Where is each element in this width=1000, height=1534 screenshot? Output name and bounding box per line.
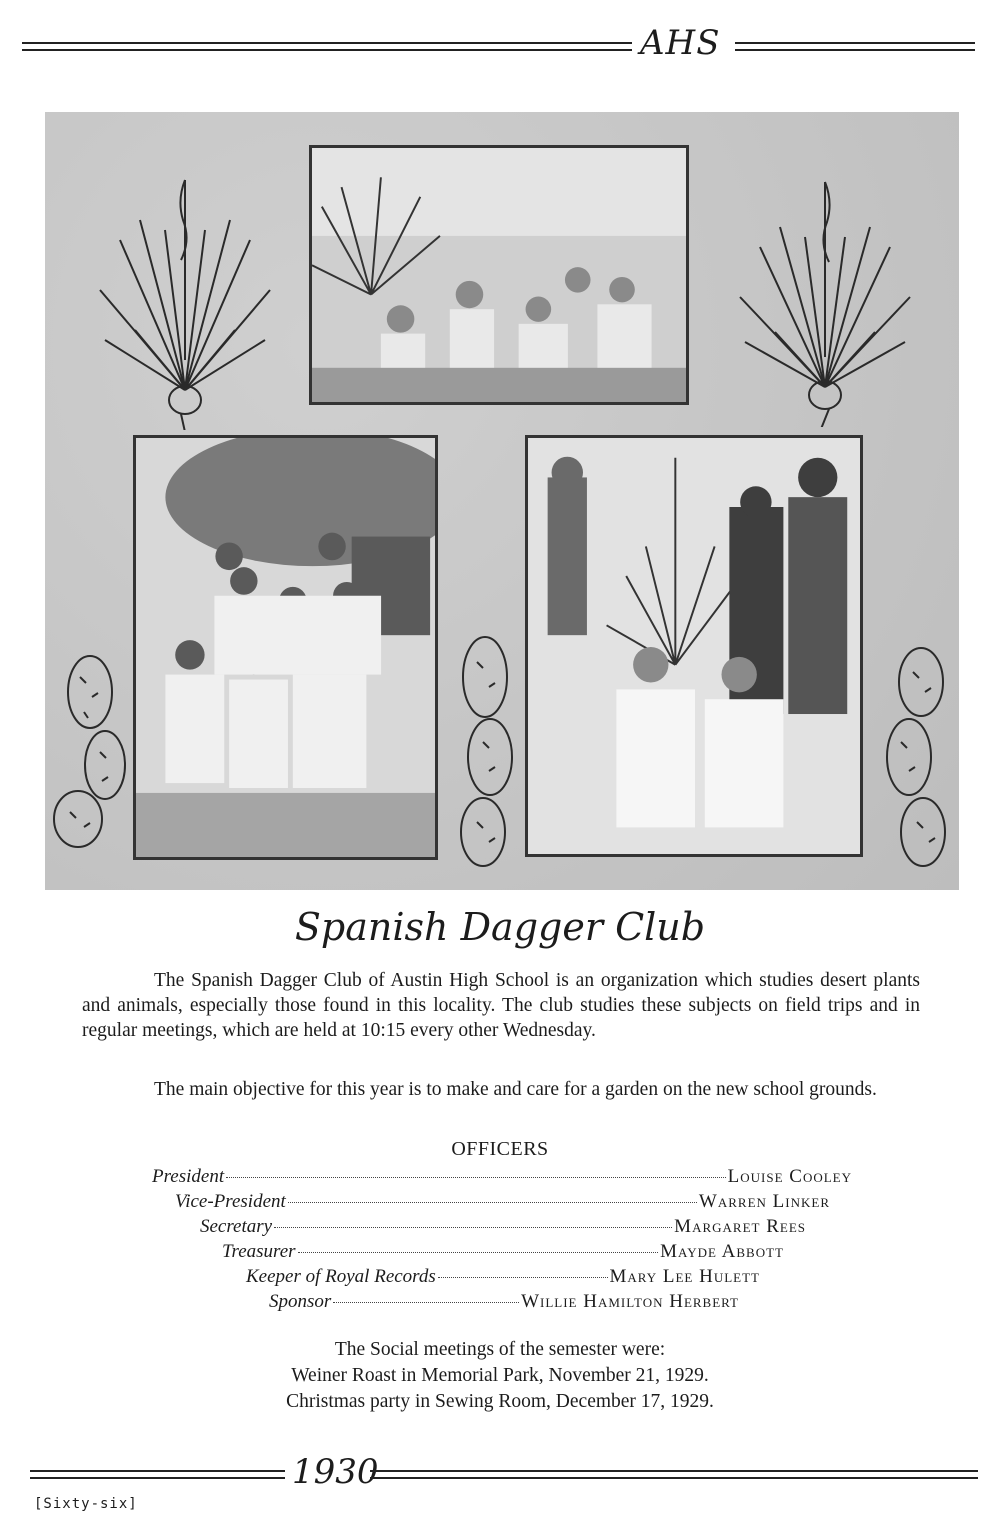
leader-dots bbox=[274, 1227, 672, 1228]
footer-rule-right bbox=[370, 1470, 978, 1479]
officer-row-president bbox=[152, 1166, 852, 1192]
header-rule-left bbox=[22, 42, 632, 51]
objective-paragraph bbox=[82, 1077, 920, 1102]
officer-role: President bbox=[152, 1166, 225, 1187]
social-intro: The Social meetings of the semester were: bbox=[334, 1339, 666, 1360]
footer-rule-left bbox=[30, 1470, 285, 1479]
cactus-illustration-right-icon bbox=[871, 642, 956, 872]
photo-top bbox=[309, 145, 689, 405]
cactus-illustration-left-icon bbox=[50, 647, 130, 857]
description-text: The Spanish Dagger Club of Austin High School is an organization which studies desert plants and animals, especially those found in this locality. The club studies these subjects on field trips and in regular meetings, which are held at 10:15 every other Wednesday. bbox=[82, 970, 920, 1041]
officer-role: Keeper of Royal Records bbox=[246, 1266, 436, 1287]
objective-text: The main objective for this year is to make and care for a garden on the new school grounds. bbox=[154, 1079, 877, 1100]
officers-heading: OFFICERS bbox=[451, 1138, 549, 1160]
social-event-2: Christmas party in Sewing Room, December 17, 1929. bbox=[286, 1391, 714, 1412]
yucca-illustration-right-icon bbox=[725, 167, 925, 427]
officer-role: Treasurer bbox=[222, 1241, 296, 1262]
page-number: [Sixty-six] bbox=[34, 1496, 138, 1512]
leader-dots bbox=[438, 1277, 608, 1278]
yucca-illustration-left-icon bbox=[85, 160, 285, 430]
group-photo-icon bbox=[136, 438, 435, 857]
cactus-illustration-center-icon bbox=[445, 632, 525, 872]
officer-row-treasurer bbox=[222, 1241, 784, 1267]
club-title: Spanish Dagger Club bbox=[294, 905, 706, 949]
group-photo-icon bbox=[528, 438, 860, 854]
officer-row-vice-president bbox=[175, 1191, 830, 1217]
officer-row-secretary bbox=[200, 1216, 806, 1242]
officer-name: Mary Lee Hulett bbox=[609, 1266, 760, 1287]
officer-name: Mayde Abbott bbox=[660, 1241, 784, 1262]
social-event-1: Weiner Roast in Memorial Park, November 21, 1929. bbox=[291, 1365, 709, 1386]
leader-dots bbox=[333, 1302, 519, 1303]
photo-panel bbox=[45, 112, 959, 890]
header-label: AHS bbox=[640, 23, 721, 63]
officer-row-sponsor bbox=[269, 1291, 739, 1317]
officer-role: Secretary bbox=[200, 1216, 273, 1237]
leader-dots bbox=[226, 1177, 726, 1178]
footer-year: 1930 bbox=[292, 1452, 379, 1492]
group-photo-icon bbox=[312, 148, 686, 402]
officer-name: Willie Hamilton Herbert bbox=[521, 1291, 739, 1312]
officer-row-keeper bbox=[246, 1266, 760, 1292]
description-paragraph bbox=[82, 968, 920, 1043]
leader-dots bbox=[298, 1252, 659, 1253]
officer-name: Margaret Rees bbox=[674, 1216, 806, 1237]
photo-right bbox=[525, 435, 863, 857]
officer-name: Louise Cooley bbox=[727, 1166, 852, 1187]
leader-dots bbox=[288, 1202, 697, 1203]
officer-name: Warren Linker bbox=[698, 1191, 830, 1212]
header-rule-right bbox=[735, 42, 975, 51]
officer-role: Vice-President bbox=[175, 1191, 286, 1212]
officer-role: Sponsor bbox=[269, 1291, 332, 1312]
photo-left bbox=[133, 435, 438, 860]
